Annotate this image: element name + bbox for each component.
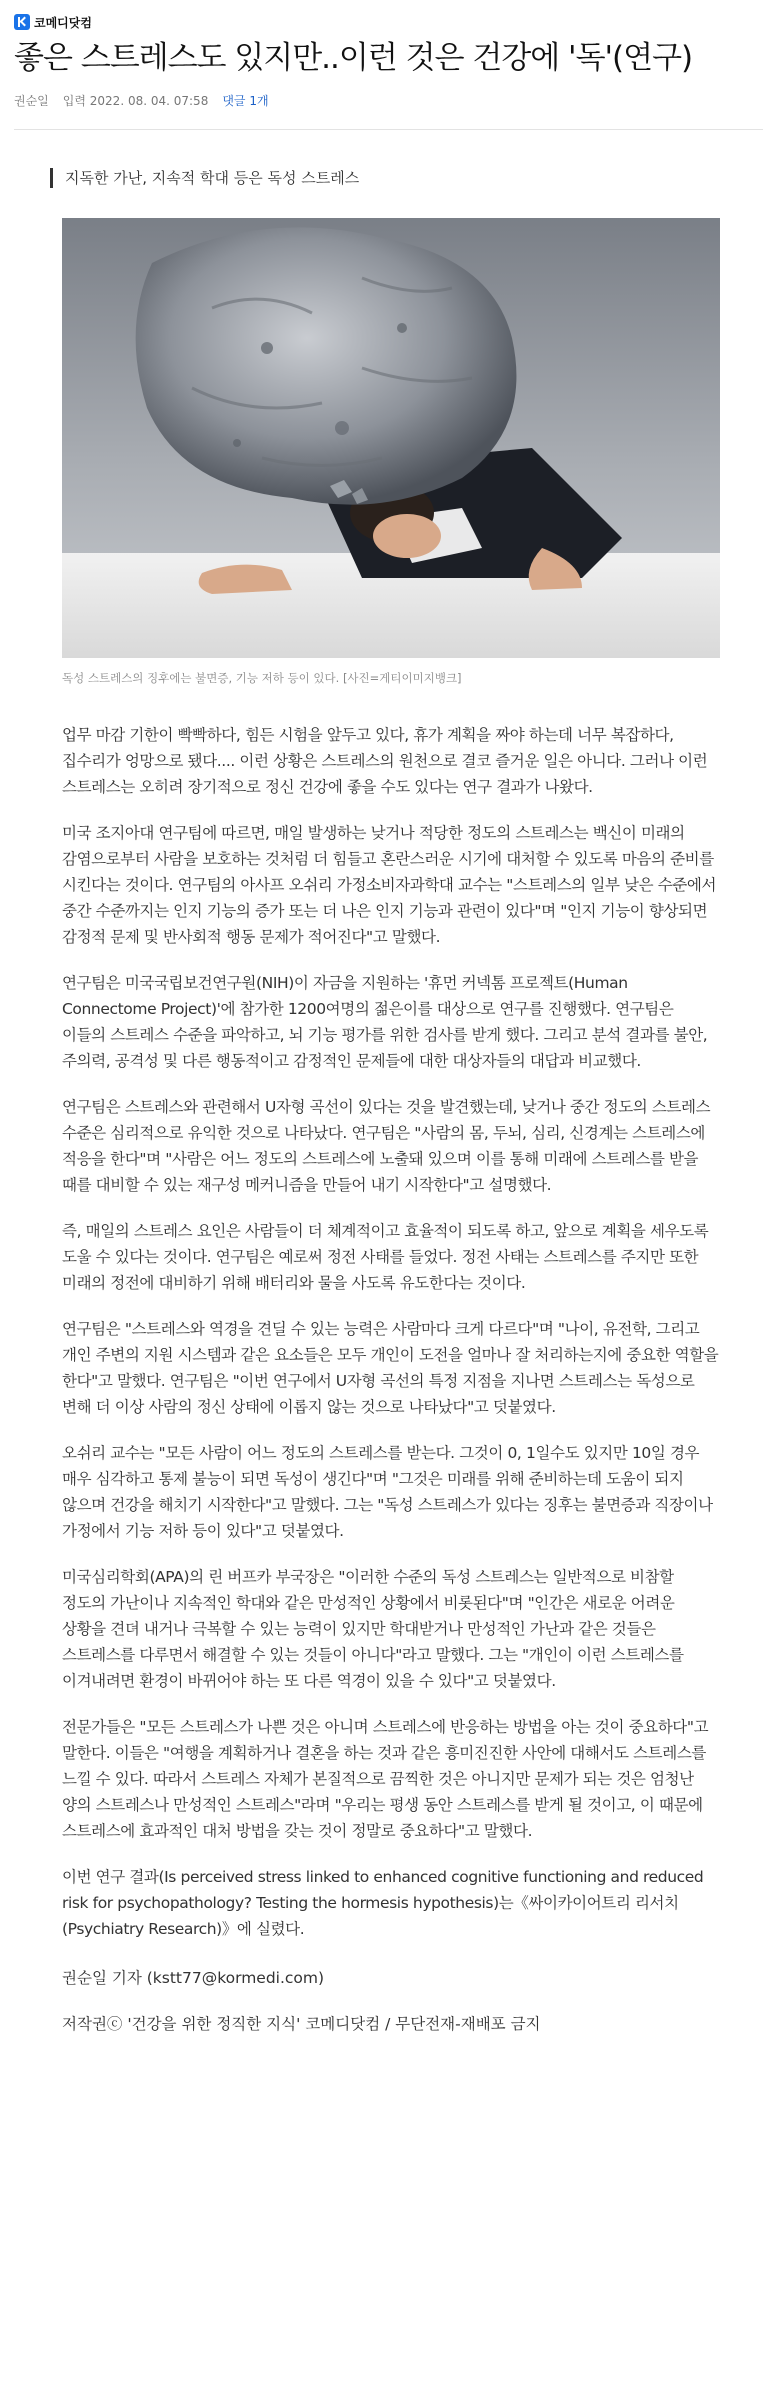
divider [14, 129, 763, 130]
article-subtitle: 지독한 가난, 지속적 학대 등은 독성 스트레스 [50, 168, 719, 188]
author-name: 권순일 [14, 94, 49, 108]
site-header [0, 0, 777, 32]
article-paragraph: 연구팀은 "스트레스와 역경을 견딜 수 있는 능력은 사람마다 크게 다르다"며 "나이, 유전학, 그리고 개인 주변의 지원 시스템과 같은 요소들은 모두 개인이 도전을 얼마나 잘 처리하는지에 중요한 역할을 한다"고 말했다. 연구팀은 "이번 연구에서 U자형 곡선의 특정 지점을 지나면 스트레스는 독성으로 변해 더 이상 사람의 정신 상태에 이롭지 않는 것으로 나타났다"고 덧붙였다. [62, 1320, 719, 1416]
article-title: 좋은 스트레스도 있지만..이런 것은 건강에 '독'(연구) [14, 40, 693, 76]
article-paragraph: 연구팀은 스트레스와 관련해서 U자형 곡선이 있다는 것을 발견했는데, 낮거나 중간 정도의 스트레스 수준은 심리적으로 유익한 것으로 나타났다. 연구팀은 "사람의 몸, 두뇌, 심리, 신경계는 스트레스에 적응을 한다"며 "사람은 어느 정도의 스트레스에 노출돼 있으며 이를 통해 미래에 스트레스를 받을 때를 대비할 수 있는 재구성 메커니즘을 만들어 내기 시작한다"고 설명했다. [62, 1098, 711, 1194]
copyright-notice: 저작권ⓒ '건강을 위한 정직한 지식' 코메디닷컴 / 무단전재-재배포 금지 [62, 2015, 541, 2033]
article-paragraph: 업무 마감 기한이 빡빡하다, 힘든 시험을 앞두고 있다, 휴가 계획을 짜야 하는데 너무 복잡하다, 집수리가 엉망으로 됐다.... 이런 상황은 스트레스의 원천으로 결코 즐거운 일은 아니다. 그러나 이런 스트레스는 오히려 장기적으로 정신 건강에 좋을 수도 있다는 연구 결과가 나왔다. [62, 726, 708, 796]
article-meta [14, 92, 763, 109]
article-paragraph: 오쉬리 교수는 "모든 사람이 어느 정도의 스트레스를 받는다. 그것이 0, 1일수도 있지만 10일 경우 매우 심각하고 통제 불능이 되면 독성이 생긴다"며 "그것은 미래를 위해 준비하는데 도움이 되지 않으며 건강을 해치기 시작한다"고 말했다. 그는 "독성 스트레스가 있다는 징후는 불면증과 직장이나 가정에서 기능 저하 등이 있다"고 덧붙였다. [62, 1444, 713, 1540]
reporter-byline: 권순일 기자 (kstt77@kormedi.com) [62, 1969, 325, 1987]
logo-text: 코메디닷컴 [34, 15, 92, 30]
article-paragraph: 전문가들은 "모든 스트레스가 나쁜 것은 아니며 스트레스에 반응하는 방법을 아는 것이 중요하다"고 말한다. 이들은 "여행을 계획하거나 결혼을 하는 것과 같은 흥미진진한 사안에 대해서도 스트레스를 느낄 수 있다. 따라서 스트레스 자체가 본질적으로 끔찍한 것은 아니지만 문제가 되는 것은 엄청난 양의 스트레스나 만성적인 스트레스"라며 "우리는 평생 동안 스트레스를 받게 될 것이고, 이 때문에 스트레스에 효과적인 대처 방법을 갖는 것이 정말로 중요하다"고 말했다. [62, 1718, 709, 1840]
kormedi-logo-icon [14, 14, 30, 30]
comments-link[interactable]: 댓글 1개 [222, 94, 269, 108]
publish-date: 입력 2022. 08. 04. 07:58 [62, 94, 209, 108]
article-paragraph: 즉, 매일의 스트레스 요인은 사람들이 더 체계적이고 효율적이 되도록 하고, 앞으로 계획을 세우도록 도울 수 있다는 것이다. 연구팀은 예로써 정전 사태를 들었다. 정전 사태는 스트레스를 주지만 또한 미래의 정전에 대비하기 위해 배터리와 물을 사도록 유도한다는 것이다. [62, 1222, 709, 1292]
boulder-on-man-illustration [62, 218, 720, 658]
article-photo [62, 218, 720, 658]
site-logo[interactable] [14, 12, 777, 32]
article-paragraph: 이번 연구 결과(Is perceived stress linked to enhanced cognitive functioning and reduced risk for psychopathology? Testing the hormesis hypothesis)는《싸이카이어트리 리서치(Psychiatry Research)》에 실렸다. [62, 1868, 704, 1938]
article-paragraph: 미국심리학회(APA)의 린 버프카 부국장은 "이러한 수준의 독성 스트레스는 일반적으로 비참할 정도의 가난이나 지속적인 학대와 같은 만성적인 상황에서 비롯된다"며 "인간은 새로운 어려운 상황을 견뎌 내거나 극복할 수 있는 능력이 있지만 학대받거나 만성적인 가난과 같은 것들은 스트레스를 다루면서 해결할 수 있는 것들이 아니다"라고 말했다. 그는 "개인이 이런 스트레스를 이겨내려면 환경이 바뀌어야 하는 또 다른 역경이 있을 수 있다"고 덧붙였다. [62, 1568, 684, 1690]
article-paragraph: 연구팀은 미국국립보건연구원(NIH)이 자금을 지원하는 '휴먼 커넥톰 프로젝트(Human Connectome Project)'에 참가한 1200여명의 젊은이를 대상으로 연구를 진행했다. 연구팀은 이들의 스트레스 수준을 파악하고, 뇌 기능 평가를 위한 검사를 받게 했다. 그리고 분석 결과를 불안, 주의력, 공격성 및 다른 행동적이고 감정적인 문제들에 대한 대상자들의 대답과 비교했다. [62, 974, 708, 1070]
article-paragraphs [62, 722, 719, 1942]
article-body [0, 168, 777, 2034]
article-paragraph: 미국 조지아대 연구팀에 따르면, 매일 발생하는 낮거나 적당한 정도의 스트레스는 백신이 미래의 감염으로부터 사람을 보호하는 것처럼 더 힘들고 혼란스러운 시기에 대처할 수 있도록 마음의 준비를 시킨다는 것이다. 연구팀의 아사프 오쉬리 가정소비자과학대 교수는 "스트레스의 일부 낮은 수준에서 중간 수준까지는 인지 기능의 증가 또는 더 나은 인지 기능과 관련이 있다"며 "인지 기능이 향상되면 감정적 문제 및 반사회적 행동 문제가 적어진다"고 말했다. [62, 824, 717, 946]
photo-caption: 독성 스트레스의 징후에는 불면증, 기능 저하 등이 있다. [사진=게티이미지뱅크] [62, 671, 462, 685]
